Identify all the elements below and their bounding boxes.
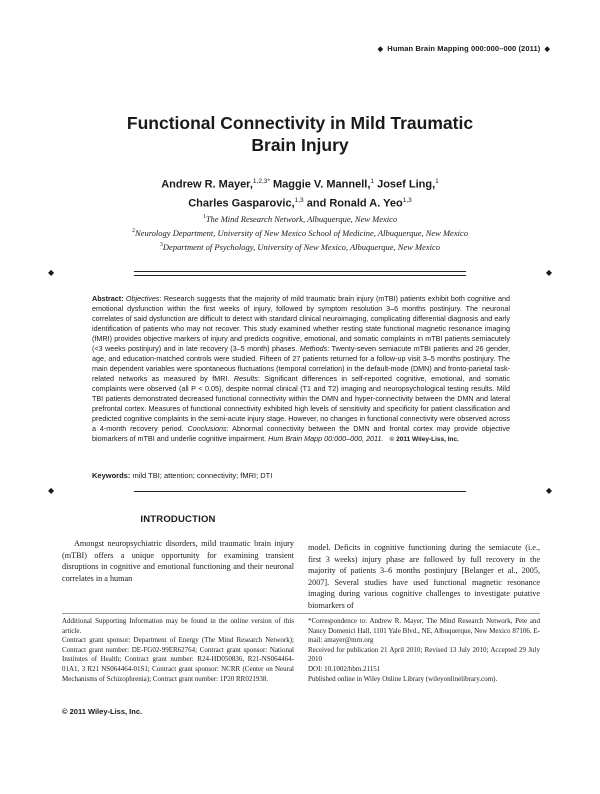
diamond-icon: ◆	[544, 46, 550, 53]
footnote: Contract grant sponsor: Department of Energy (The Mind Research Network); Contract grant number: DE-FG02-99ER62764; Contract grant sponsor: National Institutes of Health; Contract grant number: R24-HD050836, R21-NS064464-01A1, 3 R21 NS064464-01S1; Contract grant sponsor: NCRR (Center on Neural Mechanisms of Schizophrenia); Contract grant number: 1P20 RR021938.	[62, 636, 294, 683]
objectives-text: : Research suggests that the majority of mild traumatic brain injury (mTBI) patients exhibit both cognitive and emotional dysfunction within the first weeks of injury, followed by symptom resolution 3–6 months postinjury. The neuronal correlates of said dysfunction are difficult to detect with standard clinical neuroimaging, complicating differential diagnosis and early identification of patients who may not recover. This study examined whether resting state functional magnetic resonance imaging (fMRI) provides objective markers of injury and predicts cognitive, emotional, and somatic complaints in mTBI patients semiacutely (<3 weeks postinjury) and in late recovery (3–5 month) phases.	[92, 294, 510, 353]
footnote-separator	[62, 613, 540, 614]
author-affiliation-mark: 1	[435, 178, 439, 185]
author-line-1	[60, 174, 540, 193]
abstract-copyright: © 2011 Wiley-Liss, Inc.	[389, 436, 459, 443]
author-line-2	[60, 193, 540, 212]
abstract-label: Abstract:	[92, 294, 124, 303]
methods-label: Methods	[299, 344, 328, 353]
author-name: Ronald A. Yeo	[329, 197, 403, 210]
footnote: *Correspondence to: Andrew R. Mayer, The Mind Research Network, Pete and Nancy Domenici Hall, 1101 Yale Blvd., NE, Albuquerque, New Mexico 87106. E-mail: amayer@mrn.org	[308, 617, 540, 645]
affiliation-mark: 2	[132, 227, 135, 234]
footnotes-left	[62, 617, 294, 684]
author-name: Josef Ling,	[377, 178, 436, 191]
author-affiliation-mark: 1,2,3*	[252, 178, 270, 185]
divider-line	[134, 491, 466, 492]
divider-line	[134, 275, 466, 276]
footnote: Additional Supporting Information may be found in the online version of this article.	[62, 617, 294, 635]
author-list	[60, 174, 540, 211]
affiliation-text: Department of Psychology, University of New Mexico, Albuquerque, New Mexico	[162, 241, 441, 252]
keywords-text: mild TBI; attention; connectivity; fMRI; DTI	[132, 471, 273, 480]
article-title	[60, 112, 540, 156]
section-divider	[48, 268, 552, 280]
section-heading: INTRODUCTION	[140, 514, 216, 525]
results-label: Results	[233, 374, 258, 383]
diamond-icon: ◆	[48, 268, 55, 277]
affiliation-list	[60, 211, 540, 252]
keywords-label: Keywords:	[92, 471, 131, 480]
abstract	[92, 294, 510, 445]
author-connector: and	[306, 197, 327, 210]
title-line-1: Functional Connectivity in Mild Traumatic	[126, 113, 474, 133]
footnotes-right	[308, 617, 540, 684]
diamond-icon: ◆	[545, 486, 552, 495]
affiliation-text: Neurology Department, University of New Mexico School of Medicine, Albuquerque, New Mexico	[135, 227, 468, 238]
section-divider	[48, 487, 552, 497]
page-copyright: © 2011 Wiley-Liss, Inc.	[62, 707, 143, 716]
journal-header	[376, 44, 552, 53]
diamond-icon: ◆	[48, 486, 55, 495]
methods-text: : Twenty-seven semiacute mTBI patients and 26 gender, age, and education-matched controls were studied. Fifteen of 27 patients returned for a follow-up visit 3–5 months postinjury. The main dependent variables were spontaneous fluctuations (temporal correlation) in the default-mode (DMN) and fronto-parietal task-related networks as measured by fMRI.	[92, 344, 510, 383]
abstract-citation: Hum Brain Mapp 00:000–000, 2011.	[268, 434, 384, 443]
footnote: Received for publication 21 April 2010; Revised 13 July 2010; Accepted 29 July 2010	[308, 645, 540, 664]
divider-line	[134, 271, 466, 272]
conclusions-text: : Abnormal connectivity between the DMN and frontal cortex may provide objective biomarkers of mTBI and underlie cognitive impairment.	[92, 424, 510, 443]
author-affiliation-mark: 1,3	[294, 196, 304, 204]
footnote: Published online in Wiley Online Library (wileyonlinelibrary.com).	[308, 674, 498, 683]
author-affiliation-mark: 1,3	[402, 196, 412, 204]
footnote: DOI: 10.1002/hbm.21151	[308, 664, 381, 673]
intro-left-column: Amongst neuropsychiatric disorders, mild traumatic brain injury (mTBI) offers a unique opportunity for examining transient disruptions in cognitive and emotional functioning and their neuronal correlates in a human	[62, 539, 294, 583]
intro-right-column: model. Deficits in cognitive functioning during the semiacute (i.e., first 3 weeks) injury phase are followed by full recovery in the majority of patients 3–6 months postinjury [Belanger et al., 2005, 2007]. Several studies have used functional magnetic resonance imaging during various cognitive challenges to investigate putative biomarkers of	[308, 543, 540, 610]
title-line-2: Brain Injury	[251, 135, 349, 155]
diamond-icon: ◆	[545, 268, 552, 277]
conclusions-label: Conclusions	[187, 424, 227, 433]
affiliation-mark: 3	[159, 241, 163, 248]
author-name: Andrew R. Mayer,	[161, 178, 253, 191]
keywords	[92, 471, 510, 480]
affiliation-item	[60, 211, 540, 225]
affiliation-item	[60, 225, 540, 239]
affiliation-item	[60, 239, 540, 253]
affiliation-text: The Mind Research Network, Albuquerque, New Mexico	[205, 213, 398, 224]
author-affiliation-mark: 1	[370, 178, 375, 185]
affiliation-mark: 1	[202, 214, 206, 220]
diamond-icon: ◆	[377, 46, 384, 53]
objectives-label: Objectives	[125, 294, 160, 303]
journal-citation: Human Brain Mapping 000:000–000 (2011)	[387, 44, 541, 53]
author-name: Charles Gasparovic,	[188, 197, 295, 210]
author-name: Maggie V. Mannell,	[272, 178, 371, 191]
results-text: : Significant differences in self-reported cognitive, emotional, and somatic complaints were observed (all P < 0.05), despite normal clinical (T1 and T2) imaging and neuropsychological testing results. Mild TBI patients demonstrated decreased functional connectivity within the DMN and hyper-connectivity between the DMN and lateral prefrontal cortex. Measures of functional connectivity exhibited high levels of sensitivity and specificity for patient classification and predicted cognitive complaints in the semi-acute injury stage. However, no changes in functional connectivity were observed across a 4-month recovery period.	[92, 374, 510, 433]
